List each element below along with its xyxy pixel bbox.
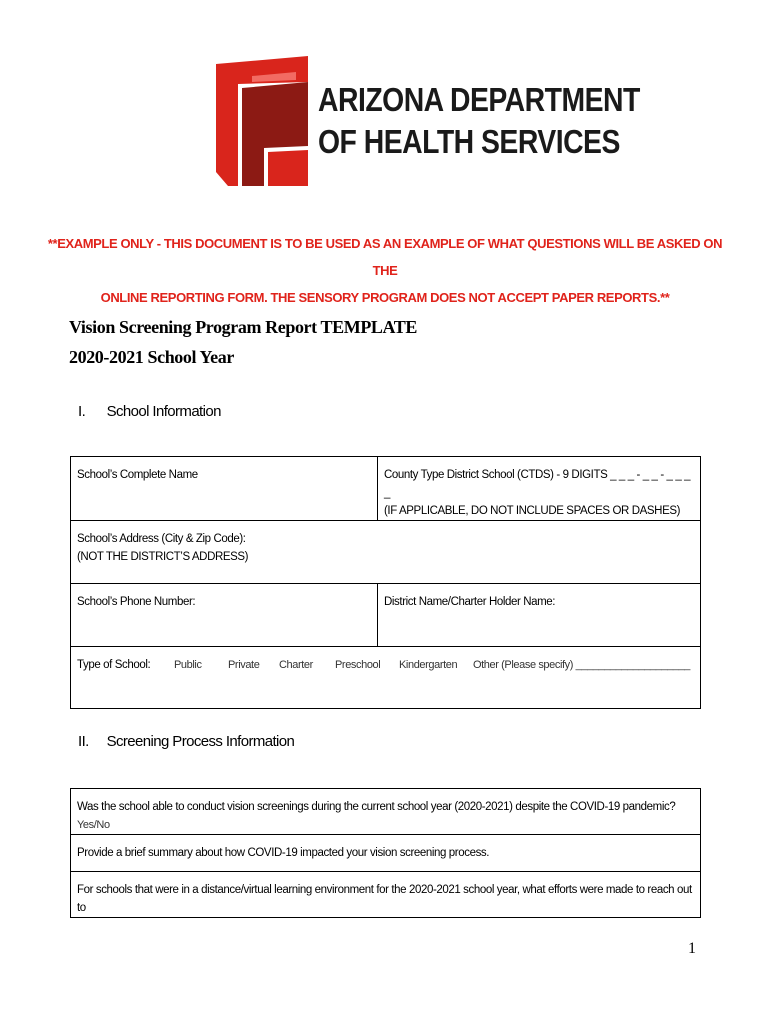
title-line-1: Vision Screening Program Report TEMPLATE <box>69 317 417 337</box>
ctds-label: County Type District School (CTDS) - 9 DIGITS _ _ _ - _ _ - _ _ _ _ <box>384 469 691 499</box>
school-name-label: School’s Complete Name <box>77 469 198 481</box>
logo-line-1: ARIZONA DEPARTMENT <box>318 81 640 118</box>
option-charter[interactable]: Charter <box>279 659 313 671</box>
section-2-number: II. <box>78 733 89 750</box>
report-title <box>69 312 417 372</box>
ctds-note: (IF APPLICABLE, DO NOT INCLUDE SPACES OR DASHES) <box>384 505 681 517</box>
district-cell[interactable] <box>378 584 701 647</box>
address-cell[interactable] <box>71 521 701 584</box>
covid-screening-question-text: Was the school able to conduct vision screenings during the current school year (2020-2021) despite the COVID-19 pandemic? <box>77 801 676 813</box>
page-number: 1 <box>688 940 696 957</box>
ctds-cell[interactable] <box>378 457 701 521</box>
option-kindergarten[interactable]: Kindergarten <box>399 659 458 671</box>
yes-no-answer[interactable]: Yes/No <box>77 819 110 831</box>
notice-line-1: **EXAMPLE ONLY - THIS DOCUMENT IS TO BE USED AS AN EXAMPLE OF WHAT QUESTIONS WILL BE ASKED ON THE <box>47 236 723 278</box>
distance-learning-question[interactable] <box>71 872 701 918</box>
section-2-heading <box>78 733 294 750</box>
district-label: District Name/Charter Holder Name: <box>384 596 556 608</box>
screening-process-table <box>70 788 701 918</box>
option-other[interactable]: Other (Please specify) ____________________ <box>473 659 691 671</box>
phone-cell[interactable] <box>71 584 378 647</box>
school-type-label: Type of School: <box>77 659 151 671</box>
school-name-cell[interactable] <box>71 457 378 521</box>
example-notice <box>40 230 730 311</box>
school-information-table <box>70 456 701 709</box>
section-1-title: School Information <box>106 403 221 420</box>
section-1-number: I. <box>78 403 86 420</box>
covid-impact-question-text: Provide a brief summary about how COVID-19 impacted your vision screening process. <box>77 847 490 859</box>
section-2-title: Screening Process Information <box>106 733 295 750</box>
phone-label: School’s Phone Number: <box>77 596 196 608</box>
logo-text <box>318 79 640 163</box>
notice-line-2: ONLINE REPORTING FORM. THE SENSORY PROGRAM DOES NOT ACCEPT PAPER REPORTS.** <box>100 290 670 305</box>
logo-line-2: OF HEALTH SERVICES <box>318 123 620 160</box>
covid-impact-question[interactable] <box>71 835 701 872</box>
option-private[interactable]: Private <box>228 659 260 671</box>
title-line-2: 2020-2021 School Year <box>69 347 234 367</box>
option-public[interactable]: Public <box>174 659 202 671</box>
section-1-heading <box>78 403 221 420</box>
covid-screening-question[interactable] <box>71 789 701 835</box>
address-label: School’s Address (City & Zip Code): <box>77 533 246 545</box>
distance-learning-question-text: For schools that were in a distance/virtual learning environment for the 2020-2021 school year, what efforts were made to reach out to <box>77 884 692 914</box>
school-type-cell <box>71 647 701 709</box>
option-preschool[interactable]: Preschool <box>335 659 381 671</box>
address-note: (NOT THE DISTRICT’S ADDRESS) <box>77 551 249 563</box>
